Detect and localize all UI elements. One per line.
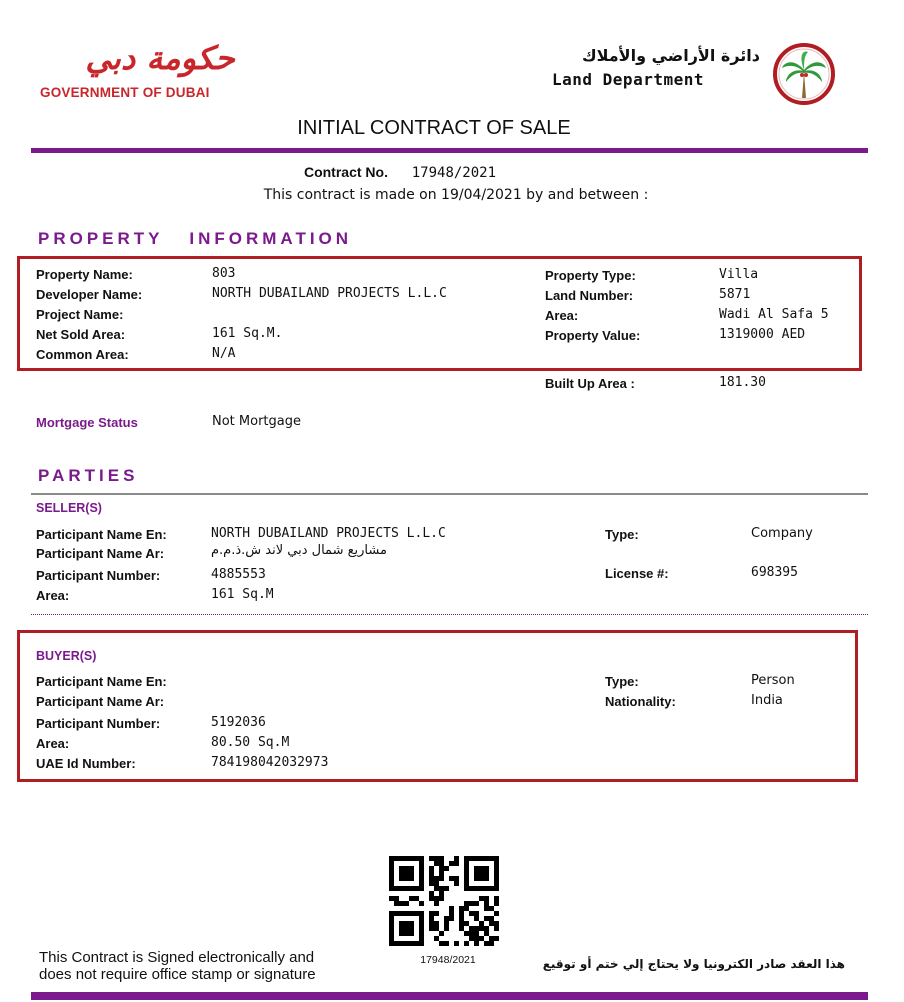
- land-number-row: [545, 287, 845, 307]
- seller-details: [36, 526, 536, 607]
- area-value: Wadi Al Safa 5: [719, 307, 829, 322]
- contract-number-row: [0, 164, 800, 181]
- seller-license-value: 698395: [751, 565, 798, 580]
- document-title: INITIAL CONTRACT OF SALE: [297, 117, 571, 139]
- common-area-value: N/A: [212, 346, 236, 361]
- buyer-nationality-label: Nationality:: [605, 694, 676, 709]
- area-row: [545, 307, 845, 327]
- buyer-nationality-value: India: [751, 693, 783, 708]
- buyer-number-label: Participant Number:: [36, 716, 161, 731]
- government-of-dubai-logo: [40, 38, 260, 102]
- property-value-label: Property Value:: [545, 328, 641, 343]
- seller-number-label: Participant Number:: [36, 568, 161, 583]
- property-value-row: [545, 327, 845, 347]
- area-label: Area:: [545, 308, 579, 323]
- seller-name-en-value: NORTH DUBAILAND PROJECTS L.L.C: [211, 526, 446, 541]
- seller-type-row: [605, 526, 855, 546]
- built-up-area-row: [545, 375, 845, 395]
- property-type-value: Villa: [719, 267, 759, 282]
- buyer-uae-id-row: [36, 755, 536, 775]
- buyer-type-row: [605, 673, 855, 693]
- seller-number-row: [36, 567, 536, 587]
- property-left-column: [36, 266, 536, 366]
- palm-tree-icon: [772, 42, 836, 106]
- seller-type-value: Company: [751, 526, 813, 541]
- buyer-number-value: 5192036: [211, 715, 266, 730]
- developer-name-row: [36, 286, 536, 306]
- contract-number-value: 17948/2021: [411, 165, 497, 181]
- seller-license-label: License #:: [605, 566, 669, 581]
- buyer-area-label: Area:: [36, 736, 70, 751]
- seller-license-row: [605, 565, 855, 585]
- buyer-uae-id-label: UAE Id Number:: [36, 756, 136, 771]
- property-type-label: Property Type:: [545, 268, 636, 283]
- land-number-label: Land Number:: [545, 288, 634, 303]
- seller-type-label: Type:: [605, 527, 639, 542]
- buyer-type-label: Type:: [605, 674, 639, 689]
- english-note-line-2: does not require office stamp or signature: [39, 966, 316, 983]
- net-sold-area-label: Net Sold Area:: [36, 327, 126, 342]
- common-area-row: [36, 346, 536, 366]
- buyer-nationality-row: [605, 693, 855, 713]
- land-dept-english: Land Department: [552, 70, 704, 89]
- land-department-logo: [550, 42, 870, 108]
- contract-made-on: This contract is made on 19/04/2021 by and between :: [263, 187, 649, 203]
- net-sold-area-value: 161 Sq.M.: [212, 326, 283, 341]
- developer-name-value: NORTH DUBAILAND PROJECTS L.L.C: [212, 286, 447, 301]
- seller-heading: SELLER(S): [36, 501, 102, 515]
- seller-name-ar-label: Participant Name Ar:: [36, 546, 165, 561]
- mortgage-status-label: Mortgage Status: [36, 415, 138, 430]
- mortgage-status-row: [36, 414, 536, 434]
- buyer-heading: BUYER(S): [36, 649, 97, 663]
- property-name-value: 803: [212, 266, 236, 281]
- buyer-number-row: [36, 715, 536, 735]
- gov-logo-text: GOVERNMENT OF DUBAI: [40, 85, 210, 100]
- buyer-uae-id-value: 784198042032973: [211, 755, 329, 770]
- english-note-line-1: This Contract is Signed electronically and: [39, 949, 315, 966]
- property-name-row: [36, 266, 536, 286]
- seller-area-row: [36, 587, 536, 607]
- buyer-name-en-row: [36, 673, 536, 693]
- property-name-label: Property Name:: [36, 267, 133, 282]
- buyer-name-en-label: Participant Name En:: [36, 674, 167, 689]
- built-up-area-label: Built Up Area :: [545, 376, 635, 391]
- land-number-value: 5871: [719, 287, 751, 302]
- seller-buyer-separator: [31, 614, 868, 615]
- buyer-area-row: [36, 735, 536, 755]
- property-right-column: [545, 267, 845, 347]
- property-information-heading: PROPERTY INFORMATION: [38, 229, 353, 248]
- common-area-label: Common Area:: [36, 347, 129, 362]
- seller-name-ar-value: مشاريع شمال دبي لاند ش.ذ.م.م: [211, 543, 387, 558]
- built-up-area-value: 181.30: [719, 375, 766, 390]
- mortgage-status-value: Not Mortgage: [212, 414, 301, 429]
- buyer-name-ar-label: Participant Name Ar:: [36, 694, 165, 709]
- qr-caption: 17948/2021: [420, 954, 476, 966]
- property-value-value: 1319000 AED: [719, 327, 806, 342]
- property-type-row: [545, 267, 845, 287]
- title-divider: [31, 148, 868, 153]
- arabic-signature-note: هذا العقد صادر الكترونيا ولا يحتاج إلي ختم أو توقيع: [542, 957, 845, 971]
- project-name-row: [36, 306, 536, 326]
- buyer-area-value: 80.50 Sq.M: [211, 735, 290, 750]
- seller-number-value: 4885553: [211, 567, 266, 582]
- parties-heading: PARTIES: [38, 466, 139, 485]
- project-name-label: Project Name:: [36, 307, 124, 322]
- contract-number-label: Contract No.: [303, 164, 388, 180]
- developer-name-label: Developer Name:: [36, 287, 143, 302]
- qr-code: [389, 856, 499, 946]
- seller-name-ar-row: [36, 545, 536, 567]
- buyer-type-value: Person: [751, 673, 795, 688]
- seller-name-en-label: Participant Name En:: [36, 527, 167, 542]
- english-signature-note: [39, 949, 399, 983]
- seller-area-value: 161 Sq.M: [211, 587, 274, 602]
- parties-divider: [31, 493, 868, 495]
- seller-area-label: Area:: [36, 588, 70, 603]
- buyer-name-ar-row: [36, 693, 536, 715]
- net-sold-area-row: [36, 326, 536, 346]
- land-dept-arabic: دائرة الأراضي والأملاك: [581, 46, 760, 65]
- gov-logo-arabic-calligraphy: حكومة دبي: [85, 39, 235, 77]
- footer-divider: [31, 992, 868, 1000]
- buyer-details: [36, 673, 536, 775]
